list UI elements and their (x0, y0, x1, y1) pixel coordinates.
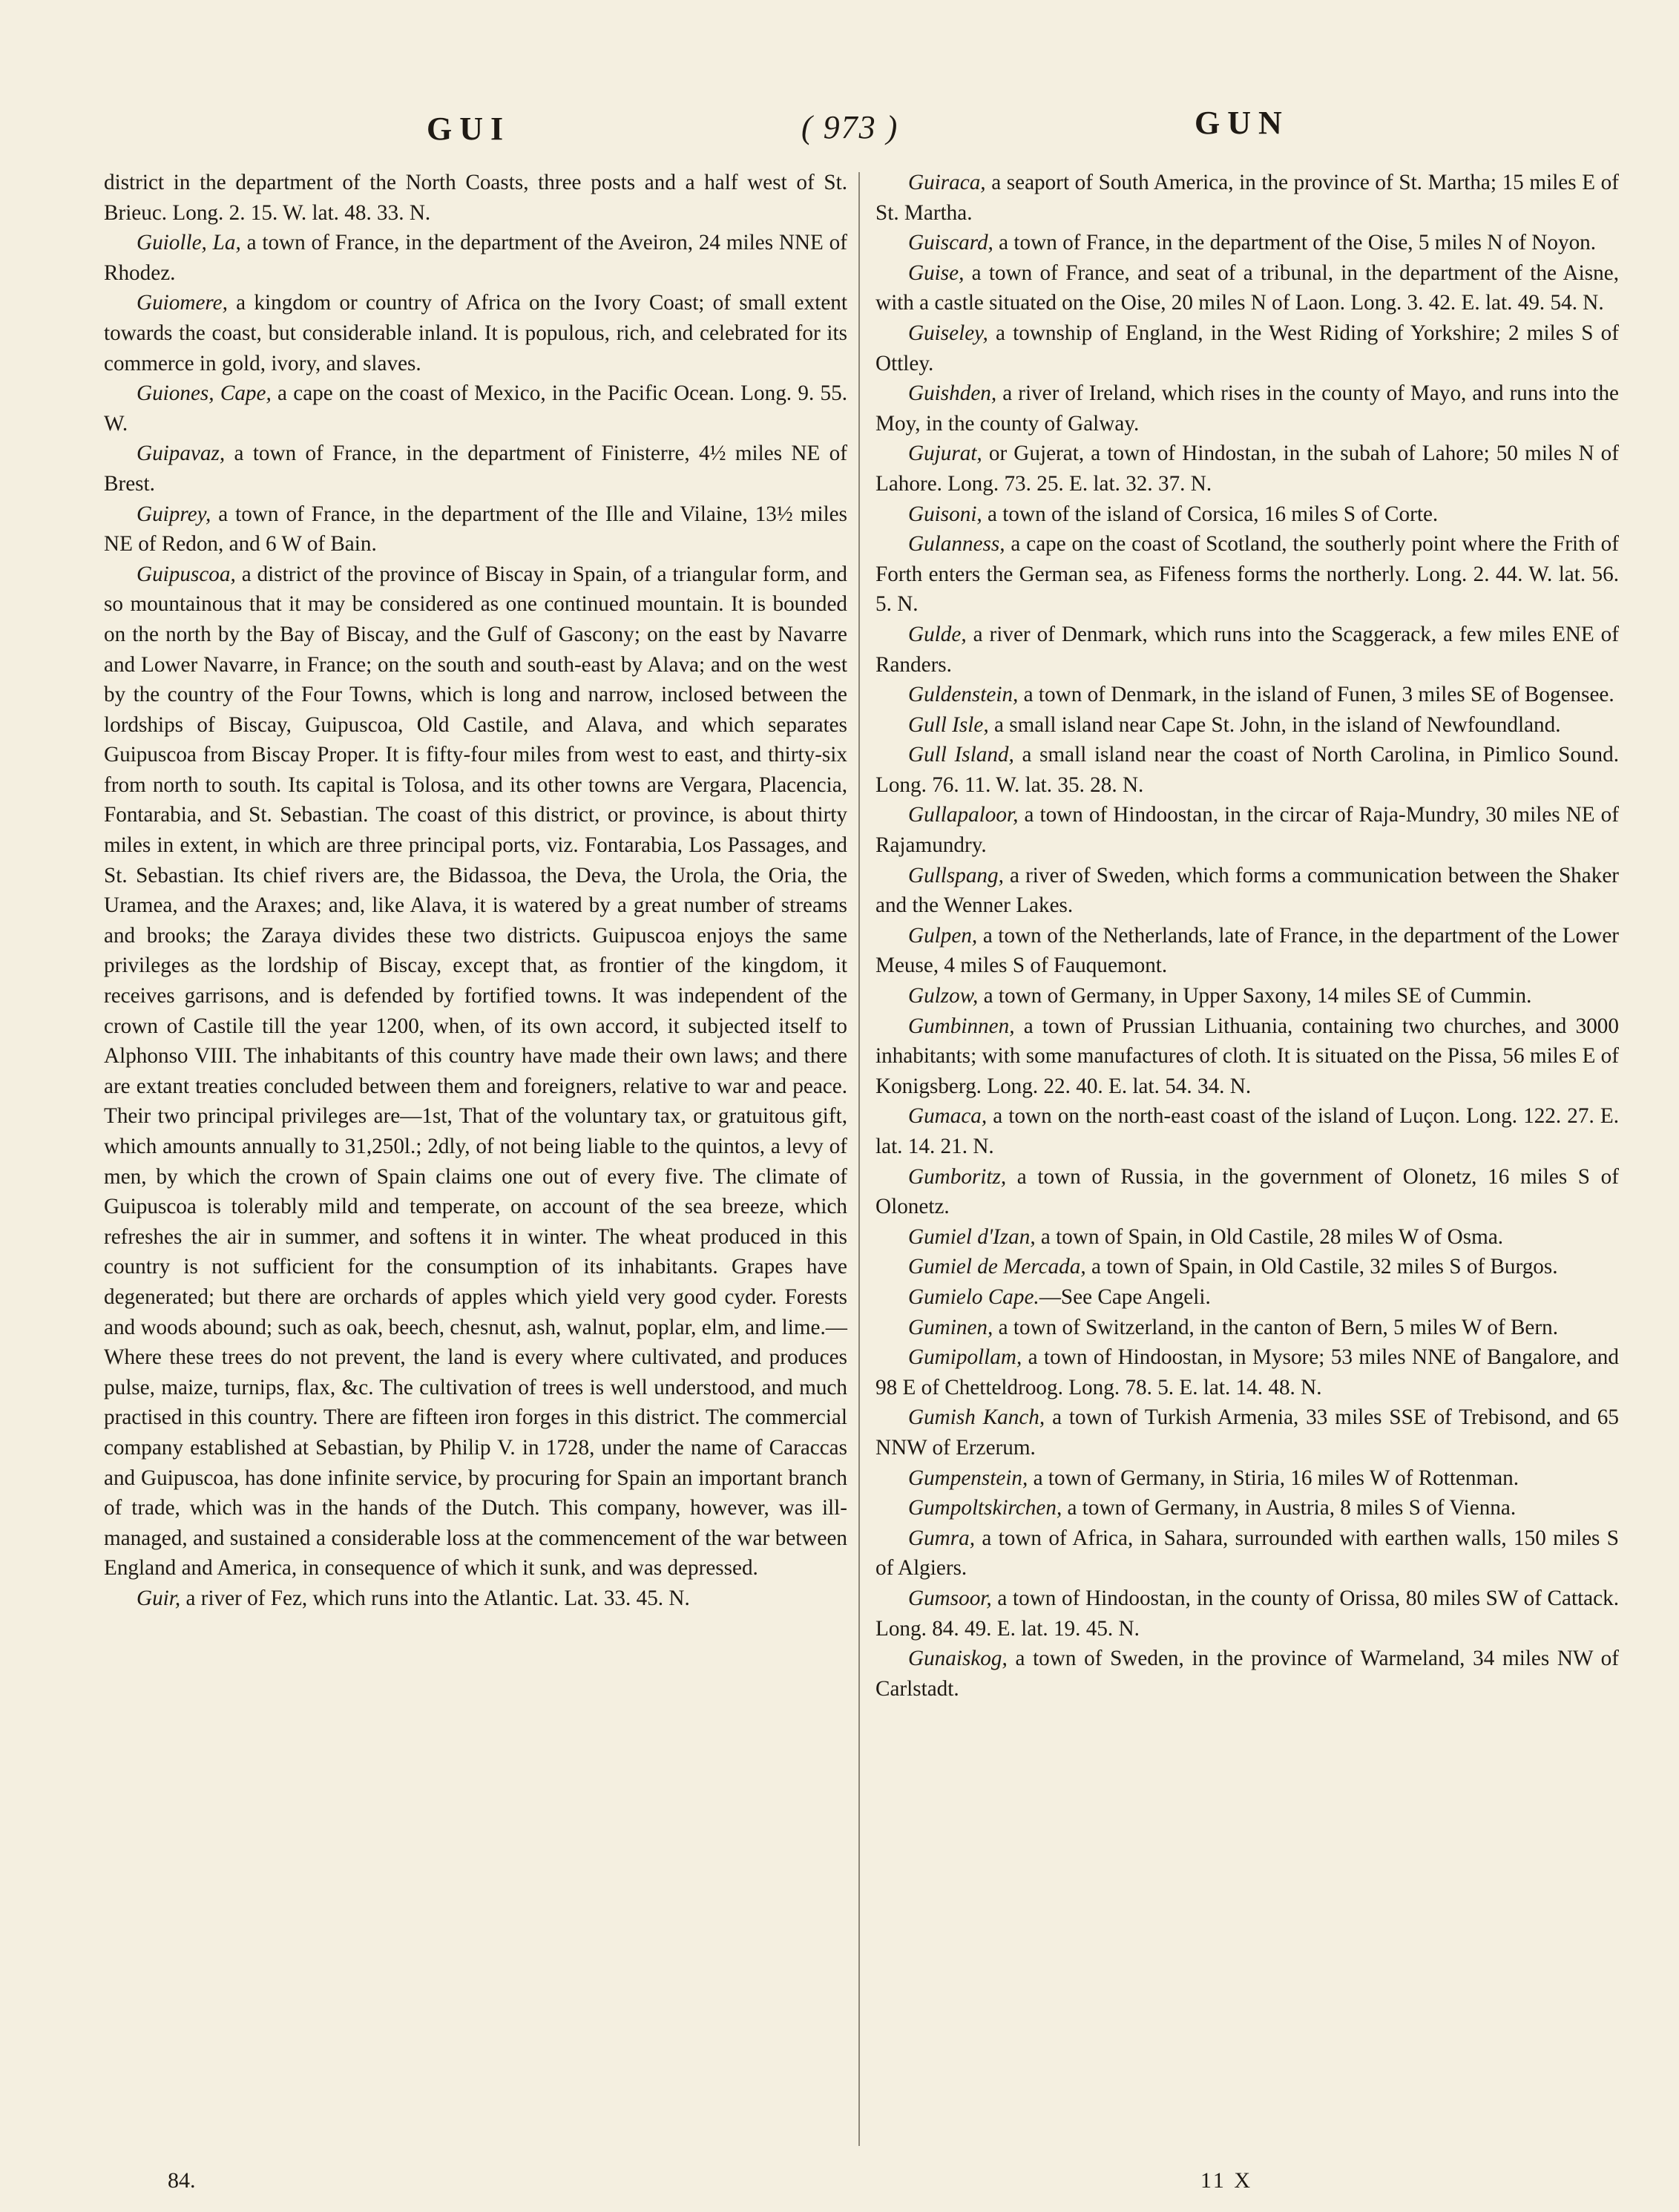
entry-text: a town of Spain, in Old Castile, 32 miles S of Burgos. (1085, 1255, 1558, 1279)
gazetteer-entry (104, 228, 847, 288)
gathering-mark: 11 X (1200, 2168, 1253, 2193)
gazetteer-entry (104, 378, 847, 439)
entry-text: a town of France, in the department of the Ille and Vilaine, 13½ miles NE of Redon, and 6 W of Bain. (104, 502, 847, 557)
entry-text: a town of Germany, in Austria, 8 miles S of Vienna. (1062, 1496, 1517, 1520)
entry-text: a river of Ireland, which rises in the county of Mayo, and runs into the Moy, in the county of Galway. (875, 381, 1619, 436)
entry-term: Gumboritz, (908, 1164, 1007, 1189)
gazetteer-entry (875, 1523, 1619, 1583)
gazetteer-entry (104, 1583, 847, 1614)
gazetteer-entry (875, 710, 1619, 741)
entry-term: Gulanness, (908, 532, 1005, 557)
entry-term: Gumielo Cape. (908, 1284, 1039, 1309)
gazetteer-entry (875, 499, 1619, 530)
entry-text: a town of Hindoostan, in the circar of Raja-Mundry, 30 miles NE of Rajamundry. (875, 803, 1619, 858)
gazetteer-entry (875, 680, 1619, 710)
entry-term: Guiprey, (137, 502, 211, 526)
entry-term: Gumish Kanch, (908, 1405, 1045, 1430)
entry-text: a town of Germany, in Stiria, 16 miles W of Rottenman. (1028, 1466, 1519, 1490)
gazetteer-entry (875, 378, 1619, 439)
entry-text: a town of Prussian Lithuania, containing two churches, and 3000 inhabitants; with some manufactures of cloth. It is situated on the Pissa, 56 miles E of Konigsberg. Long. 22. 40. E. lat. 54. 34. N. (875, 1014, 1619, 1098)
entry-text: a town of Switzerland, in the canton of Bern, 5 miles W of Bern. (993, 1315, 1558, 1339)
gazetteer-entry (875, 1282, 1619, 1313)
gazetteer-entry (875, 921, 1619, 981)
entry-term: Gull Island, (908, 743, 1014, 767)
entry-term: Guiones, Cape, (137, 381, 272, 406)
entry-term: Guiomere, (137, 291, 228, 315)
gazetteer-entry (104, 288, 847, 378)
gazetteer-entry (875, 1493, 1619, 1523)
entry-term: Guldenstein, (908, 683, 1019, 707)
page-header (0, 104, 1679, 163)
gazetteer-entry (104, 499, 847, 559)
right-running-head: GUN (1195, 105, 1289, 141)
entry-text: a cape on the coast of Mexico, in the Pacific Ocean. Long. 9. 55. W. (104, 381, 847, 436)
entry-term: Gumbinnen, (908, 1014, 1015, 1038)
entry-term: Guiolle, La, (137, 231, 241, 255)
entry-text: a town of Spain, in Old Castile, 28 miles W of Osma. (1035, 1224, 1504, 1249)
gazetteer-entry (875, 1313, 1619, 1343)
entry-term: Gumpoltskirchen, (908, 1496, 1062, 1520)
entry-text: a town of the island of Corsica, 16 miles S of Corte. (982, 502, 1439, 526)
entry-term: Gujurat, (908, 442, 982, 466)
entry-text: a town of Turkish Armenia, 33 miles SSE of Trebisond, and 65 NNW of Erzerum. (875, 1405, 1619, 1460)
column-divider (858, 172, 860, 2146)
entry-term: Gumiel d'Izan, (908, 1224, 1036, 1249)
left-column (104, 168, 847, 1614)
entry-term: Gumpenstein, (908, 1466, 1028, 1490)
gazetteer-entry (875, 800, 1619, 860)
entry-text: a cape on the coast of Scotland, the southerly point where the Frith of Forth enters the German sea, as Fifeness forms the northerly. Long. 2. 44. W. lat. 56. 5. N. (875, 532, 1619, 617)
entry-text: district in the department of the North Coasts, three posts and a half west of St. Brieuc. Long. 2. 15. W. lat. 48. 33. N. (104, 171, 847, 225)
gazetteer-entry (875, 529, 1619, 620)
signature-mark: 84. (168, 2168, 196, 2193)
entry-term: Gunaiskog, (908, 1647, 1008, 1671)
gazetteer-entry (875, 439, 1619, 499)
entry-text: a river of Denmark, which runs into the Scaggerack, a few miles ENE of Randers. (875, 622, 1619, 677)
gazetteer-entry (875, 228, 1619, 258)
gazetteer-entry (875, 861, 1619, 921)
entry-text: a town of France, in the department of the Oise, 5 miles N of Noyon. (993, 231, 1597, 255)
entry-term: Gullspang, (908, 863, 1004, 887)
entry-term: Gumaca, (908, 1104, 988, 1129)
entry-text: a town of the Netherlands, late of France, in the department of the Lower Meuse, 4 miles S of Fauquemont. (875, 923, 1619, 978)
entry-term: Gumra, (908, 1526, 975, 1550)
entry-term: Guisoni, (908, 502, 982, 526)
gazetteer-entry (875, 1011, 1619, 1102)
entry-text: a town of France, and seat of a tribunal, in the department of the Aisne, with a castle situated on the Oise, 20 miles N of Laon. Long. 3. 42. E. lat. 49. 54. N. (875, 260, 1619, 315)
entry-text: a town of Africa, in Sahara, surrounded with earthen walls, 150 miles S of Algiers. (875, 1526, 1619, 1581)
entry-text: a town of Germany, in Upper Saxony, 14 miles SE of Cummin. (978, 984, 1532, 1008)
entry-term: Gumiel de Mercada, (908, 1255, 1086, 1279)
entry-term: Gulde, (908, 622, 967, 646)
gazetteer-entry (875, 1583, 1619, 1644)
entry-term: Guir, (137, 1586, 181, 1610)
left-running-head: GUI (427, 111, 511, 147)
entry-text: a small island near the coast of North Carolina, in Pimlico Sound. Long. 76. 11. W. lat. 35. 28. N. (875, 743, 1620, 797)
entry-text: a town of Hindoostan, in the county of Orissa, 80 miles SW of Cattack. Long. 84. 49. E. lat. 19. 45. N. (875, 1586, 1619, 1641)
entry-text: a township of England, in the West Riding of Yorkshire; 2 miles S of Ottley. (875, 321, 1619, 375)
gazetteer-entry (875, 1402, 1619, 1463)
gazetteer-entry (875, 981, 1619, 1011)
entry-text: a town on the north-east coast of the island of Luçon. Long. 122. 27. E. lat. 14. 21. N. (875, 1104, 1619, 1158)
page-number: ( 973 ) (801, 109, 899, 145)
entry-text: a town of France, in the department of the Aveiron, 24 miles NNE of Rhodez. (104, 231, 847, 285)
entry-term: Gulzow, (908, 984, 979, 1008)
entry-text: a town of Sweden, in the province of Warmeland, 34 miles NW of Carlstadt. (875, 1647, 1619, 1701)
gazetteer-entry (875, 1252, 1619, 1282)
entry-term: Guishden, (908, 381, 997, 406)
gazetteer-entry (875, 1644, 1619, 1704)
entry-text: a river of Fez, which runs into the Atlantic. Lat. 33. 45. N. (180, 1586, 690, 1610)
entry-text: a town of Hindoostan, in Mysore; 53 miles NNE of Bangalore, and 98 E of Chetteldroog. Long. 78. 5. E. lat. 14. 48. N. (875, 1345, 1619, 1399)
entry-term: Gulpen, (908, 923, 978, 948)
gazetteer-entry (104, 559, 847, 1583)
entry-term: Guipuscoa, (137, 562, 236, 586)
entry-term: Gull Isle, (908, 712, 989, 737)
entry-term: Guminen, (908, 1315, 993, 1339)
entry-term: Guiseley, (908, 321, 988, 345)
entry-text: a town of Denmark, in the island of Funen, 3 miles SE of Bogensee. (1018, 683, 1614, 707)
entry-text: a town of Russia, in the government of Olonetz, 16 miles S of Olonetz. (875, 1164, 1619, 1219)
entry-text: a kingdom or country of Africa on the Ivory Coast; of small extent towards the coast, but considerable inland. It is populous, rich, and celebrated for its commerce in gold, ivory, and slaves. (104, 291, 847, 375)
gazetteer-entry (875, 1463, 1619, 1494)
gazetteer-entry (875, 168, 1619, 228)
entry-text: a district of the province of Biscay in Spain, of a triangular form, and so mountainous that it may be considered as one continued mountain. It is bounded on the north by the Bay of Biscay, and the Gulf of Gascony; on the east by Navarre and Lower Navarre, in France; on the south and south-east by Alava; and on the west by the country of the Four Towns, which is long and narrow, inclosed between the lordships of Biscay, Guipuscoa, Old Castile, and Alava, and which separates Guipuscoa from Biscay Proper. It is fifty-four miles from west to east, and thirty-six from north to south. Its capital is Tolosa, and its other towns are Vergara, Placencia, Fontarabia, and St. Sebastian. The coast of this district, or province, is about thirty miles in extent, in which are three principal ports, viz. Fontarabia, Los Passages, and St. Sebastian. Its chief rivers are, the Bidassoa, the Deva, the Urola, the Oria, the Uramea, and the Araxes; and, like Alava, it is watered by a great number of streams and brooks; the Zaraya divides these two districts. Guipuscoa enjoys the same privileges as the lordship of Biscay, except that, as frontier of the kingdom, it receives garrisons, and is defended by fortified towns. It was independent of the crown of Castile till the year 1200, when, of its own accord, it subjected itself to Alphonso VIII. The inhabitants of this country have made their own laws; and there are extant treaties concluded between them and foreigners, relative to war and peace. Their two principal privileges are—1st, That of the voluntary tax, or gratuitous gift, which amounts annually to 31,250l.; 2dly, of not being liable to the quintos, a levy of men, by which the crown of Spain claims one out of every five. The climate of Guipuscoa is tolerably mild and temperate, on account of the sea breeze, which refreshes the air in summer, and softens it in winter. The wheat produced in this country is not sufficient for the consumption of its inhabitants. Grapes have degenerated; but there are orchards of apples which yield very good cyder. Forests and woods abound; such as oak, beech, chesnut, ash, walnut, poplar, elm, and lime.—Where these trees do not prevent, the land is every where cultivated, and produces pulse, maize, turnips, flax, &c. The cultivation of trees is well understood, and much practised in this country. There are fifteen iron forges in this district. The commercial company established at Sebastian, by Philip V. in 1728, under the name of Caraccas and Guipuscoa, has done infinite service, by procuring for Spain an important branch of trade, which was in the hands of the Dutch. This company, however, was ill-managed, and sustained a considerable loss at the commencement of the war between England and America, in consequence of which it sunk, and was depressed. (104, 562, 847, 1581)
entry-term: Gumsoor, (908, 1586, 992, 1610)
entry-text: or Gujerat, a town of Hindostan, in the subah of Lahore; 50 miles N of Lahore. Long. 73. 25. E. lat. 32. 37. N. (875, 442, 1619, 496)
gazetteer-entry (875, 740, 1619, 800)
gazetteer-entry (875, 1222, 1619, 1253)
entry-text: a seaport of South America, in the province of St. Martha; 15 miles E of St. Martha. (875, 171, 1619, 225)
gazetteer-entry (875, 258, 1619, 318)
gazetteer-entry (875, 1162, 1619, 1222)
entry-text: a small island near Cape St. John, in the island of Newfoundland. (988, 712, 1561, 737)
gazetteer-entry (104, 168, 847, 228)
entry-text: a river of Sweden, which forms a communication between the Shaker and the Wenner Lakes. (875, 863, 1619, 918)
entry-text: —See Cape Angeli. (1039, 1284, 1211, 1309)
right-column (875, 168, 1619, 1704)
gazetteer-entry (875, 318, 1619, 378)
entry-term: Gumipollam, (908, 1345, 1022, 1370)
gazetteer-entry (875, 1342, 1619, 1402)
entry-term: Guipavaz, (137, 442, 226, 466)
entry-term: Guiraca, (908, 171, 986, 194)
gazetteer-entry (875, 620, 1619, 680)
entry-text: a town of France, in the department of Finisterre, 4½ miles NE of Brest. (104, 442, 847, 496)
gazetteer-entry (875, 1101, 1619, 1161)
entry-term: Gullapaloor, (908, 803, 1019, 827)
entry-term: Guise, (908, 260, 965, 285)
entry-term: Guiscard, (908, 231, 993, 255)
gazetteer-entry (104, 439, 847, 499)
